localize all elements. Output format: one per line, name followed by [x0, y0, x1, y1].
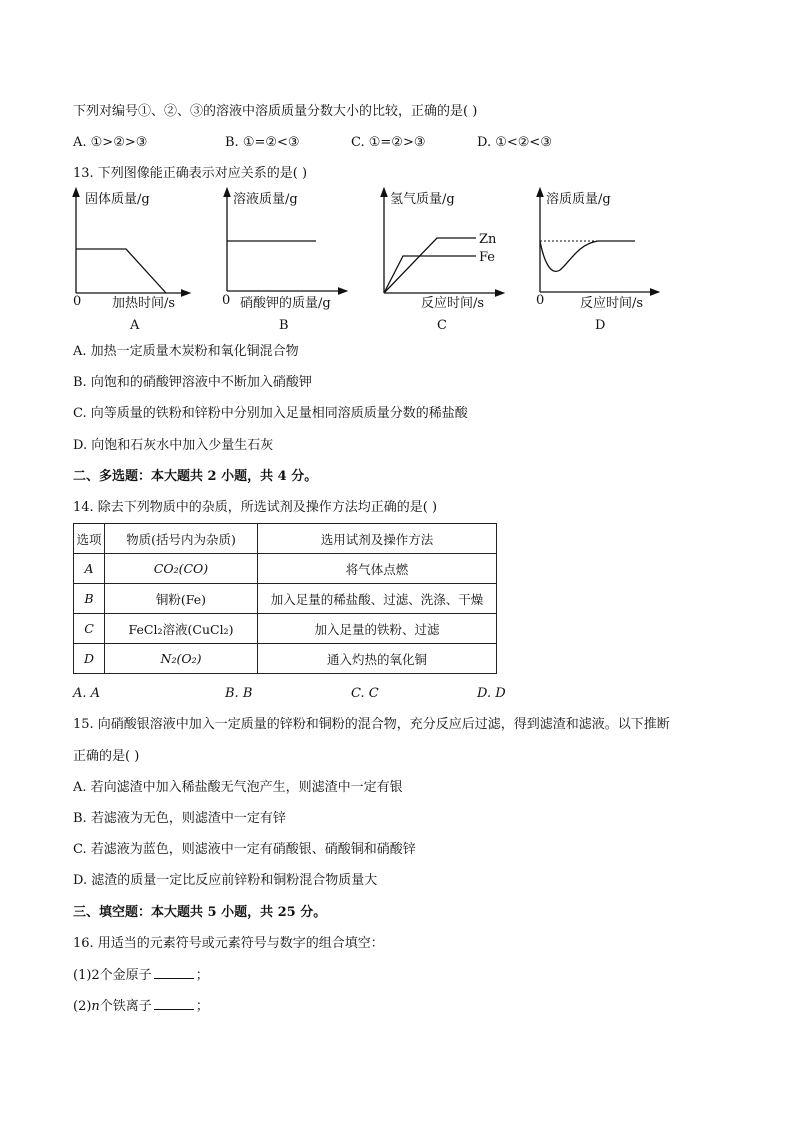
- graph-d-ylabel: 溶质质量/g: [546, 192, 611, 207]
- q15-stem-line2: 正确的是( ): [73, 749, 140, 764]
- answer-blank[interactable]: [154, 997, 194, 1010]
- q16-item-1: [73, 966, 209, 985]
- q16-item-2-prefix: (2): [73, 999, 92, 1014]
- q15-stem-line1: 15. 向硝酸银溶液中加入一定质量的锌粉和铜粉的混合物，充分反应后过滤，得到滤渣和滤液。以下推断: [73, 717, 670, 732]
- graph-d-curve: [540, 241, 635, 271]
- table-cell: C: [74, 614, 105, 644]
- q14-option-d: D. D: [477, 686, 506, 701]
- table-cell: 铜粉(Fe): [105, 584, 258, 614]
- q13-graphs: [0, 185, 794, 335]
- graph-c-series-zn: Zn: [479, 232, 497, 247]
- q12-stem: 下列对编号①、②、③的溶液中溶质质量分数大小的比较，正确的是( ): [73, 104, 478, 119]
- q16-item-2-suffix: ；: [195, 999, 209, 1014]
- q13-option-d: D. 向饱和石灰水中加入少量生石灰: [73, 438, 274, 453]
- graph-c-letter: C: [437, 318, 447, 333]
- q14-table: [73, 523, 497, 674]
- graph-a-letter: A: [130, 318, 140, 333]
- graph-a-origin: 0: [73, 294, 82, 309]
- section-3-heading: 三、填空题：本大题共 5 小题，共 25 分。: [73, 905, 327, 920]
- graph-c-ylabel: 氢气质量/g: [390, 192, 455, 207]
- q15-option-d: D. 滤渣的质量一定比反应前锌粉和铜粉混合物质量大: [73, 873, 378, 888]
- graph-b-letter: B: [279, 318, 289, 333]
- table-row: [74, 644, 497, 674]
- answer-blank[interactable]: [154, 966, 194, 979]
- graph-b-xlabel: 硝酸钾的质量/g: [240, 296, 331, 311]
- graph-a: [73, 191, 186, 333]
- table-header-cell: 选项: [74, 524, 105, 554]
- q15-option-a: A. 若向滤渣中加入稀盐酸无气泡产生，则滤渣中一定有银: [73, 780, 403, 795]
- table-header-row: [74, 524, 497, 554]
- q16-item-1-text: (1)2个金原子: [73, 968, 152, 983]
- table-cell: 加入足量的稀盐酸、过滤、洗涤、干燥: [258, 584, 497, 614]
- graph-d-origin: 0: [536, 293, 545, 308]
- table-row: [74, 584, 497, 614]
- q13-option-c: C. 向等质量的铁粉和锌粉中分别加入足量相同溶质质量分数的稀盐酸: [73, 406, 468, 421]
- table-cell: CO₂(CO): [105, 554, 258, 584]
- q12-option-a: A. ①>②>③: [73, 135, 148, 150]
- graph-a-ylabel: 固体质量/g: [85, 192, 150, 207]
- q12-option-d: D. ①<②<③: [477, 135, 552, 150]
- table-cell: 将气体点燃: [258, 554, 497, 584]
- table-cell: B: [74, 584, 105, 614]
- table-cell: FeCl₂溶液(CuCl₂): [105, 614, 258, 644]
- q13-option-a: A. 加热一定质量木炭粉和氧化铜混合物: [73, 344, 299, 359]
- table-cell: 通入灼热的氧化铜: [258, 644, 497, 674]
- section-2-heading: 二、多选题：本大题共 2 小题，共 4 分。: [73, 469, 318, 484]
- q16-item-1-suffix: ；: [195, 968, 209, 983]
- q16-stem: 16. 用适当的元素符号或元素符号与数字的组合填空：: [73, 936, 384, 951]
- q13-option-b: B. 向饱和的硝酸钾溶液中不断加入硝酸钾: [73, 375, 312, 390]
- q15-option-c: C. 若滤液为蓝色，则滤液中一定有硝酸银、硝酸铜和硝酸锌: [73, 842, 416, 857]
- graph-b-origin: 0: [222, 293, 231, 308]
- table-cell: A: [74, 554, 105, 584]
- q12-option-b: B. ①=②<③: [225, 135, 300, 150]
- graph-a-curve: [76, 249, 166, 293]
- graph-c: [384, 192, 500, 333]
- graph-c-xlabel: 反应时间/s: [421, 296, 485, 311]
- q14-option-a: A. A: [73, 686, 101, 701]
- graph-d-xlabel: 反应时间/s: [580, 296, 644, 311]
- q16-item-2-text: 个铁离子: [99, 999, 152, 1014]
- table-row: [74, 614, 497, 644]
- graph-c-curve-fe: [384, 256, 476, 293]
- graph-c-series-fe: Fe: [479, 250, 496, 265]
- q16-item-2: [73, 997, 209, 1016]
- q14-option-b: B. B: [225, 686, 253, 701]
- q14-stem: 14. 除去下列物质中的杂质，所选试剂及操作方法均正确的是( ): [73, 500, 438, 515]
- table-header-cell: 选用试剂及操作方法: [258, 524, 497, 554]
- q15-option-b: B. 若滤液为无色，则滤渣中一定有锌: [73, 811, 286, 826]
- q14-option-c: C. C: [351, 686, 379, 701]
- graph-a-xlabel: 加热时间/s: [112, 296, 176, 311]
- q16-item-2-var: n: [91, 999, 100, 1014]
- table-header-cell: 物质(括号内为杂质): [105, 524, 258, 554]
- table-cell: 加入足量的铁粉、过滤: [258, 614, 497, 644]
- graph-d-letter: D: [595, 318, 606, 333]
- table-cell: D: [74, 644, 105, 674]
- q12-option-c: C. ①=②>③: [351, 135, 426, 150]
- q13-stem: 13. 下列图像能正确表示对应关系的是( ): [73, 166, 308, 181]
- table-row: [74, 554, 497, 584]
- table-cell: N₂(O₂): [105, 644, 258, 674]
- graph-b-ylabel: 溶液质量/g: [233, 192, 298, 207]
- graph-b: [222, 191, 343, 333]
- graph-d: [536, 191, 655, 333]
